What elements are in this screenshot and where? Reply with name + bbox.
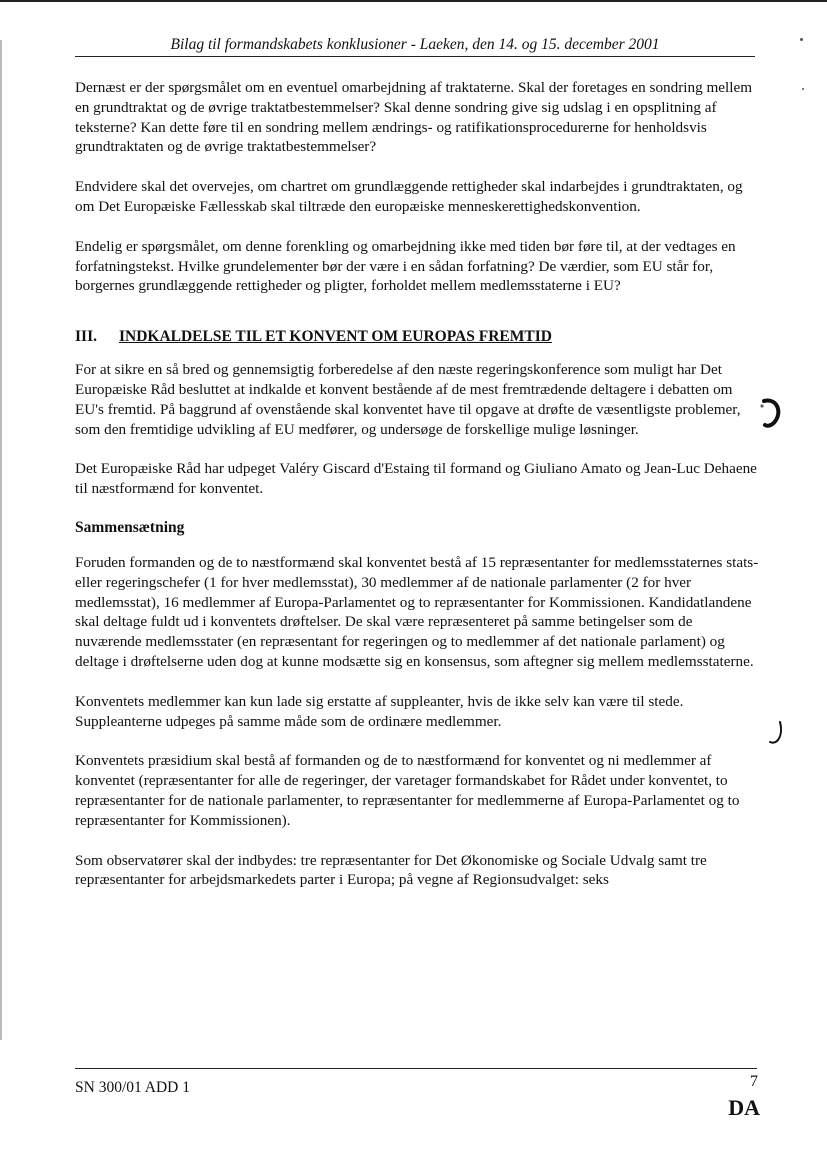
scan-speck — [802, 88, 804, 90]
footer-rule — [75, 1068, 757, 1069]
language-code: DA — [728, 1095, 760, 1120]
scan-speck — [800, 38, 803, 41]
paragraph: For at sikre en så bred og gennemsigtig forberedelse af den næste regeringskonference som muligt har Det Europæiske Råd besluttet at indkalde et konvent bestående af de mest fremtrædende deltagere i debatten om EU's fremtid. På baggrund af ovenstående skal konventet have til opgave at drøfte de væsentligste problemer, som den fremtidige udvikling af EU medfører, og undersøge de forskellige mulige løsninger. — [75, 361, 741, 438]
running-header: Bilag til formandskabets konklusioner - Laeken, den 14. og 15. december 2001 — [75, 36, 755, 57]
paragraph: Endvidere skal det overvejes, om chartret om grundlæggende rettigheder skal indarbejdes i grundtraktaten, og om Det Europæiske Fællesskab skal tiltræde den europæiske menneskerettighedskonvention. — [75, 178, 743, 215]
page-number: 7 — [750, 1073, 758, 1090]
margin-bracket-mark — [756, 396, 784, 430]
document-reference: SN 300/01 ADD 1 — [75, 1079, 190, 1096]
paragraph: Endelig er spørgsmålet, om denne forenkling og omarbejdning ikke med tiden bør føre til, at der vedtages en forfatningstekst. Hvilke grundelementer bør der være i en sådan forfatning? De værdier, som EU står for, borgernes grundlæggende rettigheder og pligter, forholdet mellem medlemsstaterne i EU? — [75, 237, 736, 295]
section-heading — [75, 328, 760, 346]
section-number: III. — [75, 328, 97, 346]
page-top-border — [0, 0, 827, 2]
paragraph: Det Europæiske Råd har udpeget Valéry Giscard d'Estaing til formand og Giuliano Amato og Jean-Luc Dehaene til næstformænd for konventet. — [75, 460, 757, 498]
paragraph: Dernæst er der spørgsmålet om en eventuel omarbejdning af traktaterne. Skal der foretages en sondring mellem en grundtraktat og de øvrige traktatbestemmelser? Skal denne sondring give sig udslag i en opsplitning af teksterne? Kan dette føre til en sondring mellem ændrings- og ratifikationsprocedurerne for henholdsvis grundtraktaten og de øvrige traktatbestemmelser? — [75, 79, 753, 156]
paragraph: Konventets medlemmer kan kun lade sig erstatte af suppleanter, hvis de ikke selv kan være til stede. Suppleanterne udpeges på samme måde som de ordinære medlemmer. — [75, 692, 684, 730]
paragraph: Som observatører skal der indbydes: tre repræsentanter for Det Økonomiske og Sociale Udvalg samt tre repræsentanter for arbejdsmarkedets parter i Europa; på vegne af Regionsudvalget: seks — [75, 851, 707, 889]
document-body — [75, 78, 760, 910]
section-title: INDKALDELSE TIL ET KONVENT OM EUROPAS FREMTID — [118, 328, 552, 346]
paragraph: Foruden formanden og de to næstformænd skal konventet bestå af 15 repræsentanter for medlemsstaternes stats- eller regeringschefer (1 for hver medlemsstat), 30 medlemmer af de nationale parlamenter (2 for hver medlemsstat), 16 medlemmer af Europa-Parlamentet og to repræsentanter for Kommissionen. Kandidatlandene skal deltage fuldt ud i konventets drøftelser. De skal være repræsenteret på samme betingelser som de nuværende medlemsstater (en repræsentant for regeringen og to medlemmer af det nationale parlament) og deltage i drøftelserne uden dog at kunne modsætte sig en konsensus, som aftegner sig mellem medlemsstaterne. — [75, 553, 759, 670]
subheading: Sammensætning — [75, 518, 185, 536]
paragraph: Konventets præsidium skal bestå af formanden og de to næstformænd for konventet og ni medlemmer af konventet (repræsentanter for alle de regeringer, der varetager formandskabet for Rådet under konventet, to repræsentanter for de nationale parlamenter, to repræsentanter for medlemmerne af Europa-Parlamentet og to repræsentanter for Kommissionen). — [75, 752, 740, 829]
margin-bracket-mark — [766, 720, 788, 746]
page-left-border — [0, 40, 2, 1040]
